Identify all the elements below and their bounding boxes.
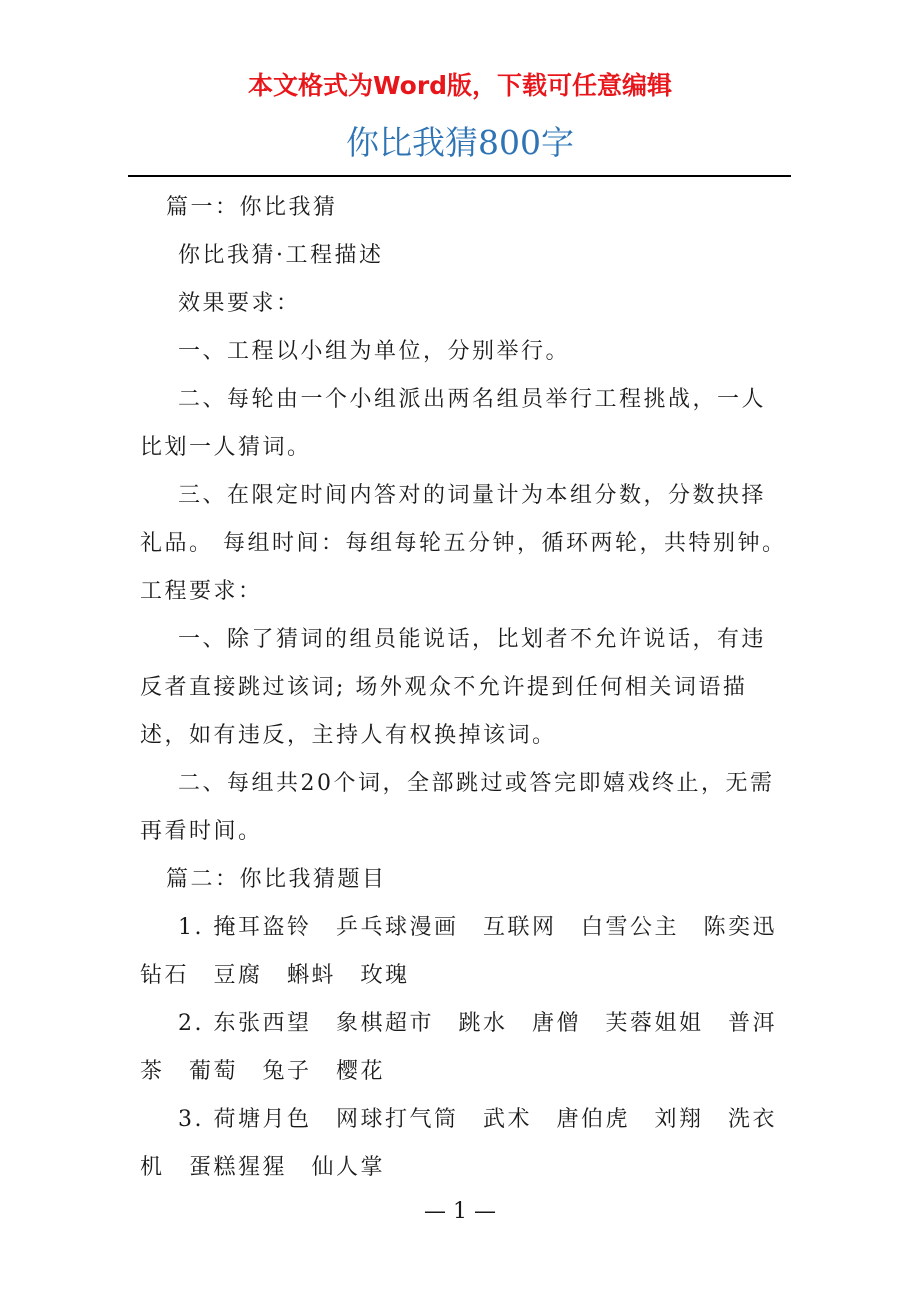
paragraph: 一、除了猜词的组员能说话，比划者不允许说话，有违反者直接跳过该词; 场外观众不允许提到任何相关词语描述，如有违反，主持人有权换掉该词。 bbox=[140, 627, 767, 748]
document-title: 你比我猜800字 bbox=[346, 123, 574, 162]
format-banner: 本文格式为Word版，下载可任意编辑 bbox=[247, 71, 673, 100]
paragraph: 工程要求： bbox=[140, 579, 263, 604]
document-body bbox=[140, 184, 802, 1192]
section-heading: 篇二：你比我猜题目 bbox=[166, 867, 387, 892]
word-list-item: 3. 荷塘月色 网球打气筒 武术 唐伯虎 刘翔 洗衣机 蛋糕猩猩 仙人掌 bbox=[140, 1107, 777, 1180]
paragraph: 效果要求： bbox=[178, 291, 301, 316]
word-list-item: 1. 掩耳盗铃 乒乓球漫画 互联网 白雪公主 陈奕迅 钻石 豆腐 蝌蚪 玫瑰 bbox=[140, 915, 802, 988]
paragraph: 一、工程以小组为单位，分别举行。 bbox=[178, 339, 571, 364]
paragraph: 二、每轮由一个小组派出两名组员举行工程挑战，一人比划一人猜词。 bbox=[140, 387, 767, 460]
page-number: — 1 — bbox=[424, 1199, 496, 1224]
word-list-item: 2. 东张西望 象棋超市 跳水 唐僧 芙蓉姐姐 普洱茶 葡萄 兔子 樱花 bbox=[140, 1011, 777, 1084]
title-divider bbox=[128, 175, 791, 177]
paragraph: 三、在限定时间内答对的词量计为本组分数，分数抉择礼品。 每组时间：每组每轮五分钟，循环两轮，共特别钟。 bbox=[140, 483, 787, 556]
section-heading: 篇一：你比我猜 bbox=[166, 195, 338, 220]
paragraph: 二、每组共20个词，全部跳过或答完即嬉戏终止，无需再看时间。 bbox=[140, 771, 775, 844]
paragraph: 你比我猜·工程描述 bbox=[178, 243, 384, 268]
